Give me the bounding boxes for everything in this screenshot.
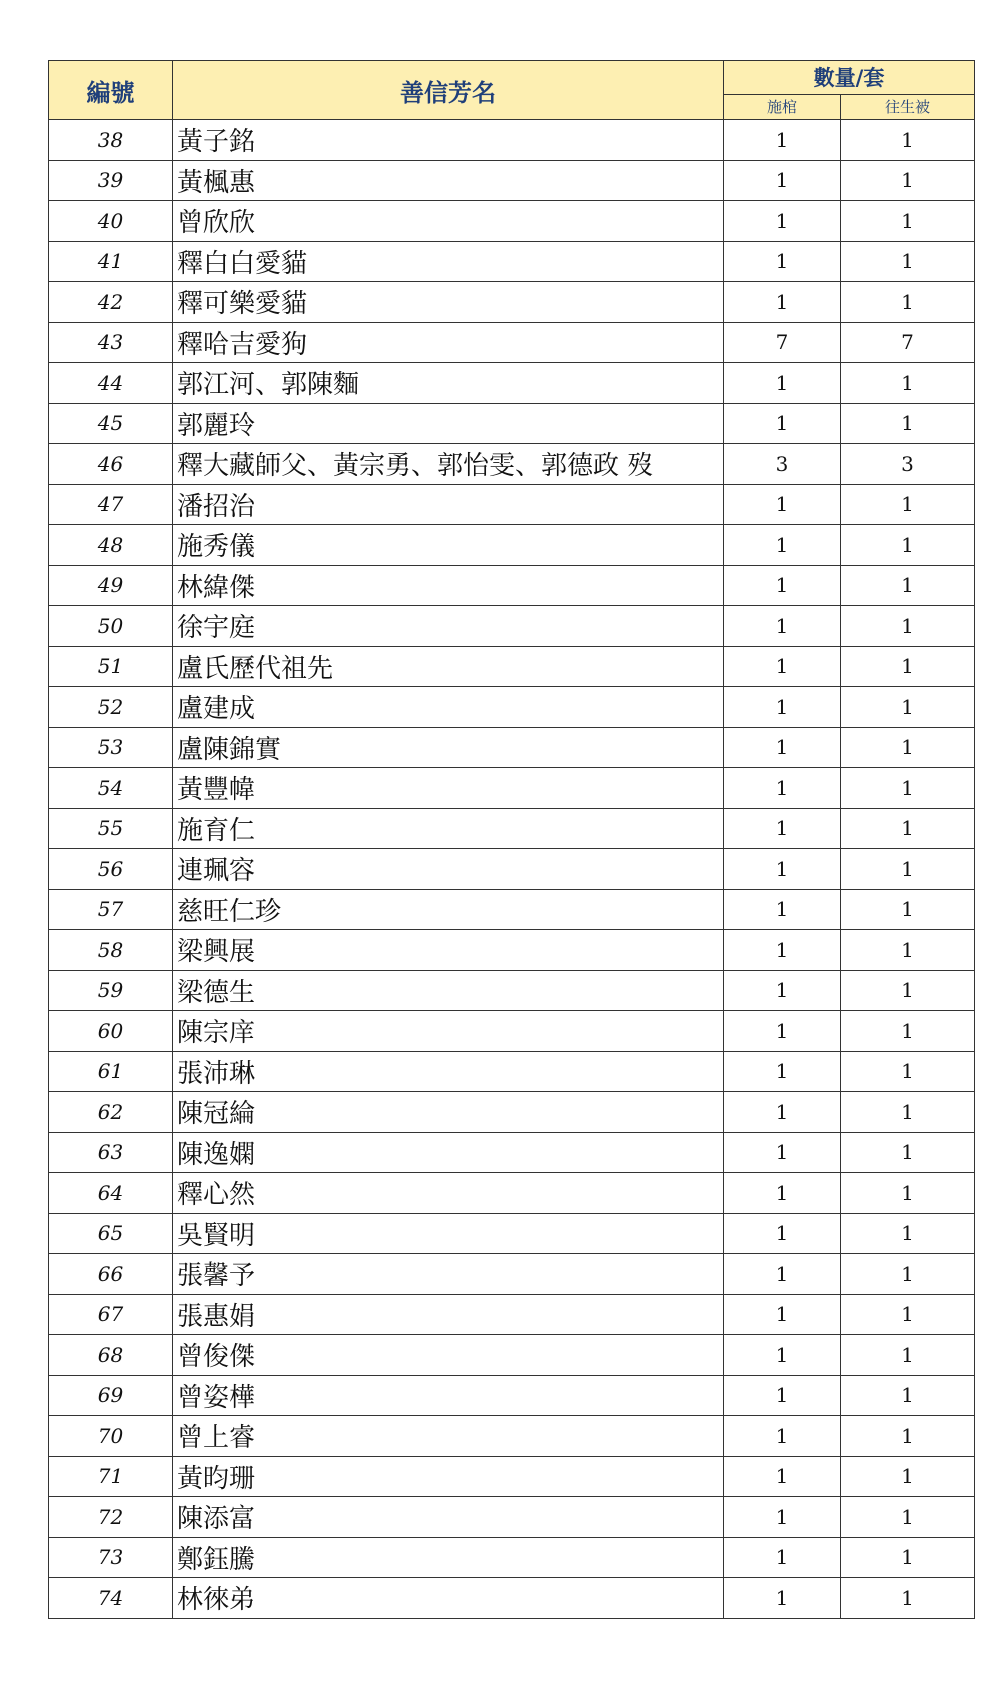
row-number: 58 — [49, 930, 173, 971]
donor-name: 施秀儀 — [173, 525, 724, 566]
quilt-quantity: 1 — [841, 201, 975, 242]
coffin-quantity: 1 — [724, 1213, 841, 1254]
table-row — [49, 1578, 975, 1619]
table-row — [49, 120, 975, 161]
donor-name: 徐宇庭 — [173, 606, 724, 647]
row-number: 56 — [49, 849, 173, 890]
coffin-quantity: 1 — [724, 201, 841, 242]
table-row — [49, 565, 975, 606]
donor-list-sheet — [48, 60, 974, 1619]
quilt-quantity: 1 — [841, 1335, 975, 1376]
row-number: 64 — [49, 1173, 173, 1214]
table-row — [49, 808, 975, 849]
quilt-column-header: 往生被 — [841, 94, 975, 119]
row-number: 66 — [49, 1254, 173, 1295]
donor-name: 張馨予 — [173, 1254, 724, 1295]
donor-name: 盧氏歷代祖先 — [173, 646, 724, 687]
quilt-quantity: 1 — [841, 1456, 975, 1497]
table-header — [49, 61, 975, 120]
donor-name: 郭麗玲 — [173, 403, 724, 444]
table-row — [49, 768, 975, 809]
row-number: 74 — [49, 1578, 173, 1619]
donor-name: 釋大藏師父、黃宗勇、郭怡雯、郭德政 歿 — [173, 444, 724, 485]
row-number: 50 — [49, 606, 173, 647]
coffin-quantity: 1 — [724, 768, 841, 809]
table-row — [49, 1132, 975, 1173]
donor-name: 曾上睿 — [173, 1416, 724, 1457]
coffin-quantity: 1 — [724, 930, 841, 971]
quantity-column-header: 數量/套 — [724, 61, 975, 95]
donor-table — [48, 60, 975, 1619]
coffin-quantity: 1 — [724, 525, 841, 566]
table-row — [49, 1416, 975, 1457]
coffin-quantity: 1 — [724, 1456, 841, 1497]
coffin-quantity: 1 — [724, 160, 841, 201]
coffin-quantity: 1 — [724, 1254, 841, 1295]
donor-name: 張惠娟 — [173, 1294, 724, 1335]
quilt-quantity: 1 — [841, 565, 975, 606]
coffin-quantity: 1 — [724, 1375, 841, 1416]
donor-name: 釋白白愛貓 — [173, 241, 724, 282]
donor-name: 吳賢明 — [173, 1213, 724, 1254]
coffin-quantity: 7 — [724, 322, 841, 363]
coffin-quantity: 1 — [724, 1092, 841, 1133]
coffin-quantity: 1 — [724, 606, 841, 647]
row-number: 51 — [49, 646, 173, 687]
row-number: 47 — [49, 484, 173, 525]
donor-name: 陳宗庠 — [173, 1011, 724, 1052]
row-number: 42 — [49, 282, 173, 323]
row-number: 59 — [49, 970, 173, 1011]
coffin-quantity: 1 — [724, 1335, 841, 1376]
row-number: 38 — [49, 120, 173, 161]
table-row — [49, 201, 975, 242]
row-number: 63 — [49, 1132, 173, 1173]
row-number: 72 — [49, 1497, 173, 1538]
quilt-quantity: 1 — [841, 606, 975, 647]
donor-name: 林緯傑 — [173, 565, 724, 606]
coffin-quantity: 3 — [724, 444, 841, 485]
quilt-quantity: 1 — [841, 484, 975, 525]
quilt-quantity: 1 — [841, 1173, 975, 1214]
coffin-quantity: 1 — [724, 1416, 841, 1457]
table-row — [49, 444, 975, 485]
donor-name: 鄭鈺騰 — [173, 1537, 724, 1578]
row-number: 52 — [49, 687, 173, 728]
quilt-quantity: 1 — [841, 970, 975, 1011]
row-number: 57 — [49, 889, 173, 930]
row-number: 69 — [49, 1375, 173, 1416]
row-number: 44 — [49, 363, 173, 404]
quilt-quantity: 1 — [841, 1092, 975, 1133]
donor-name: 曾姿樺 — [173, 1375, 724, 1416]
row-number: 68 — [49, 1335, 173, 1376]
coffin-quantity: 1 — [724, 1051, 841, 1092]
row-number: 67 — [49, 1294, 173, 1335]
quilt-quantity: 1 — [841, 363, 975, 404]
donor-name: 陳逸嫻 — [173, 1132, 724, 1173]
coffin-quantity: 1 — [724, 1173, 841, 1214]
table-row — [49, 727, 975, 768]
quilt-quantity: 1 — [841, 1537, 975, 1578]
donor-name: 釋心然 — [173, 1173, 724, 1214]
table-row — [49, 687, 975, 728]
donor-name: 陳添富 — [173, 1497, 724, 1538]
table-row — [49, 241, 975, 282]
quilt-quantity: 1 — [841, 1416, 975, 1457]
quilt-quantity: 1 — [841, 1497, 975, 1538]
donor-name: 林徠弟 — [173, 1578, 724, 1619]
quilt-quantity: 1 — [841, 687, 975, 728]
row-number: 45 — [49, 403, 173, 444]
coffin-quantity: 1 — [724, 1497, 841, 1538]
donor-name: 釋哈吉愛狗 — [173, 322, 724, 363]
quilt-quantity: 1 — [841, 849, 975, 890]
table-row — [49, 1375, 975, 1416]
quilt-quantity: 1 — [841, 160, 975, 201]
table-row — [49, 930, 975, 971]
table-row — [49, 403, 975, 444]
table-row — [49, 606, 975, 647]
row-number: 41 — [49, 241, 173, 282]
table-row — [49, 1051, 975, 1092]
table-row — [49, 322, 975, 363]
donor-name: 梁興展 — [173, 930, 724, 971]
table-row — [49, 1294, 975, 1335]
table-row — [49, 1497, 975, 1538]
donor-name: 黃豐幃 — [173, 768, 724, 809]
name-column-header: 善信芳名 — [173, 61, 724, 120]
row-number: 40 — [49, 201, 173, 242]
row-number: 55 — [49, 808, 173, 849]
row-number: 54 — [49, 768, 173, 809]
quilt-quantity: 1 — [841, 1254, 975, 1295]
donor-name: 黃楓惠 — [173, 160, 724, 201]
row-number: 49 — [49, 565, 173, 606]
coffin-quantity: 1 — [724, 849, 841, 890]
table-row — [49, 849, 975, 890]
quilt-quantity: 1 — [841, 808, 975, 849]
coffin-quantity: 1 — [724, 687, 841, 728]
row-number: 39 — [49, 160, 173, 201]
quilt-quantity: 1 — [841, 768, 975, 809]
table-row — [49, 1537, 975, 1578]
table-row — [49, 970, 975, 1011]
quilt-quantity: 1 — [841, 1213, 975, 1254]
donor-name: 陳冠綸 — [173, 1092, 724, 1133]
donor-name: 曾俊傑 — [173, 1335, 724, 1376]
coffin-quantity: 1 — [724, 1294, 841, 1335]
donor-name: 慈旺仁珍 — [173, 889, 724, 930]
coffin-quantity: 1 — [724, 363, 841, 404]
donor-name: 施育仁 — [173, 808, 724, 849]
quilt-quantity: 1 — [841, 1011, 975, 1052]
quilt-quantity: 1 — [841, 1051, 975, 1092]
quilt-quantity: 1 — [841, 282, 975, 323]
donor-name: 曾欣欣 — [173, 201, 724, 242]
row-number: 43 — [49, 322, 173, 363]
donor-name: 潘招治 — [173, 484, 724, 525]
table-body — [49, 120, 975, 1619]
quilt-quantity: 1 — [841, 241, 975, 282]
coffin-quantity: 1 — [724, 1132, 841, 1173]
row-number: 73 — [49, 1537, 173, 1578]
quilt-quantity: 1 — [841, 525, 975, 566]
table-row — [49, 1092, 975, 1133]
coffin-quantity: 1 — [724, 1537, 841, 1578]
row-number: 60 — [49, 1011, 173, 1052]
donor-name: 黃子銘 — [173, 120, 724, 161]
donor-name: 盧陳錦實 — [173, 727, 724, 768]
table-row — [49, 1254, 975, 1295]
donor-name: 盧建成 — [173, 687, 724, 728]
coffin-quantity: 1 — [724, 727, 841, 768]
coffin-column-header: 施棺 — [724, 94, 841, 119]
coffin-quantity: 1 — [724, 484, 841, 525]
table-row — [49, 1335, 975, 1376]
quilt-quantity: 1 — [841, 646, 975, 687]
table-row — [49, 525, 975, 566]
row-number: 71 — [49, 1456, 173, 1497]
quilt-quantity: 1 — [841, 1375, 975, 1416]
quilt-quantity: 1 — [841, 1132, 975, 1173]
quilt-quantity: 1 — [841, 727, 975, 768]
donor-name: 梁德生 — [173, 970, 724, 1011]
coffin-quantity: 1 — [724, 241, 841, 282]
table-row — [49, 484, 975, 525]
quilt-quantity: 1 — [841, 889, 975, 930]
coffin-quantity: 1 — [724, 1011, 841, 1052]
table-row — [49, 363, 975, 404]
coffin-quantity: 1 — [724, 808, 841, 849]
row-number: 62 — [49, 1092, 173, 1133]
coffin-quantity: 1 — [724, 565, 841, 606]
row-number: 53 — [49, 727, 173, 768]
number-column-header: 編號 — [49, 61, 173, 120]
donor-name: 郭江河、郭陳麵 — [173, 363, 724, 404]
donor-name: 釋可樂愛貓 — [173, 282, 724, 323]
quilt-quantity: 1 — [841, 403, 975, 444]
quilt-quantity: 1 — [841, 930, 975, 971]
quilt-quantity: 1 — [841, 120, 975, 161]
table-row — [49, 1213, 975, 1254]
quilt-quantity: 1 — [841, 1578, 975, 1619]
coffin-quantity: 1 — [724, 889, 841, 930]
row-number: 70 — [49, 1416, 173, 1457]
table-row — [49, 160, 975, 201]
coffin-quantity: 1 — [724, 120, 841, 161]
coffin-quantity: 1 — [724, 1578, 841, 1619]
donor-name: 張沛琳 — [173, 1051, 724, 1092]
row-number: 46 — [49, 444, 173, 485]
table-row — [49, 1011, 975, 1052]
table-row — [49, 1456, 975, 1497]
coffin-quantity: 1 — [724, 282, 841, 323]
table-row — [49, 646, 975, 687]
table-row — [49, 889, 975, 930]
coffin-quantity: 1 — [724, 646, 841, 687]
donor-name: 連珮容 — [173, 849, 724, 890]
row-number: 61 — [49, 1051, 173, 1092]
row-number: 65 — [49, 1213, 173, 1254]
quilt-quantity: 7 — [841, 322, 975, 363]
table-row — [49, 1173, 975, 1214]
quilt-quantity: 3 — [841, 444, 975, 485]
quilt-quantity: 1 — [841, 1294, 975, 1335]
coffin-quantity: 1 — [724, 403, 841, 444]
table-row — [49, 282, 975, 323]
row-number: 48 — [49, 525, 173, 566]
donor-name: 黃昀珊 — [173, 1456, 724, 1497]
coffin-quantity: 1 — [724, 970, 841, 1011]
